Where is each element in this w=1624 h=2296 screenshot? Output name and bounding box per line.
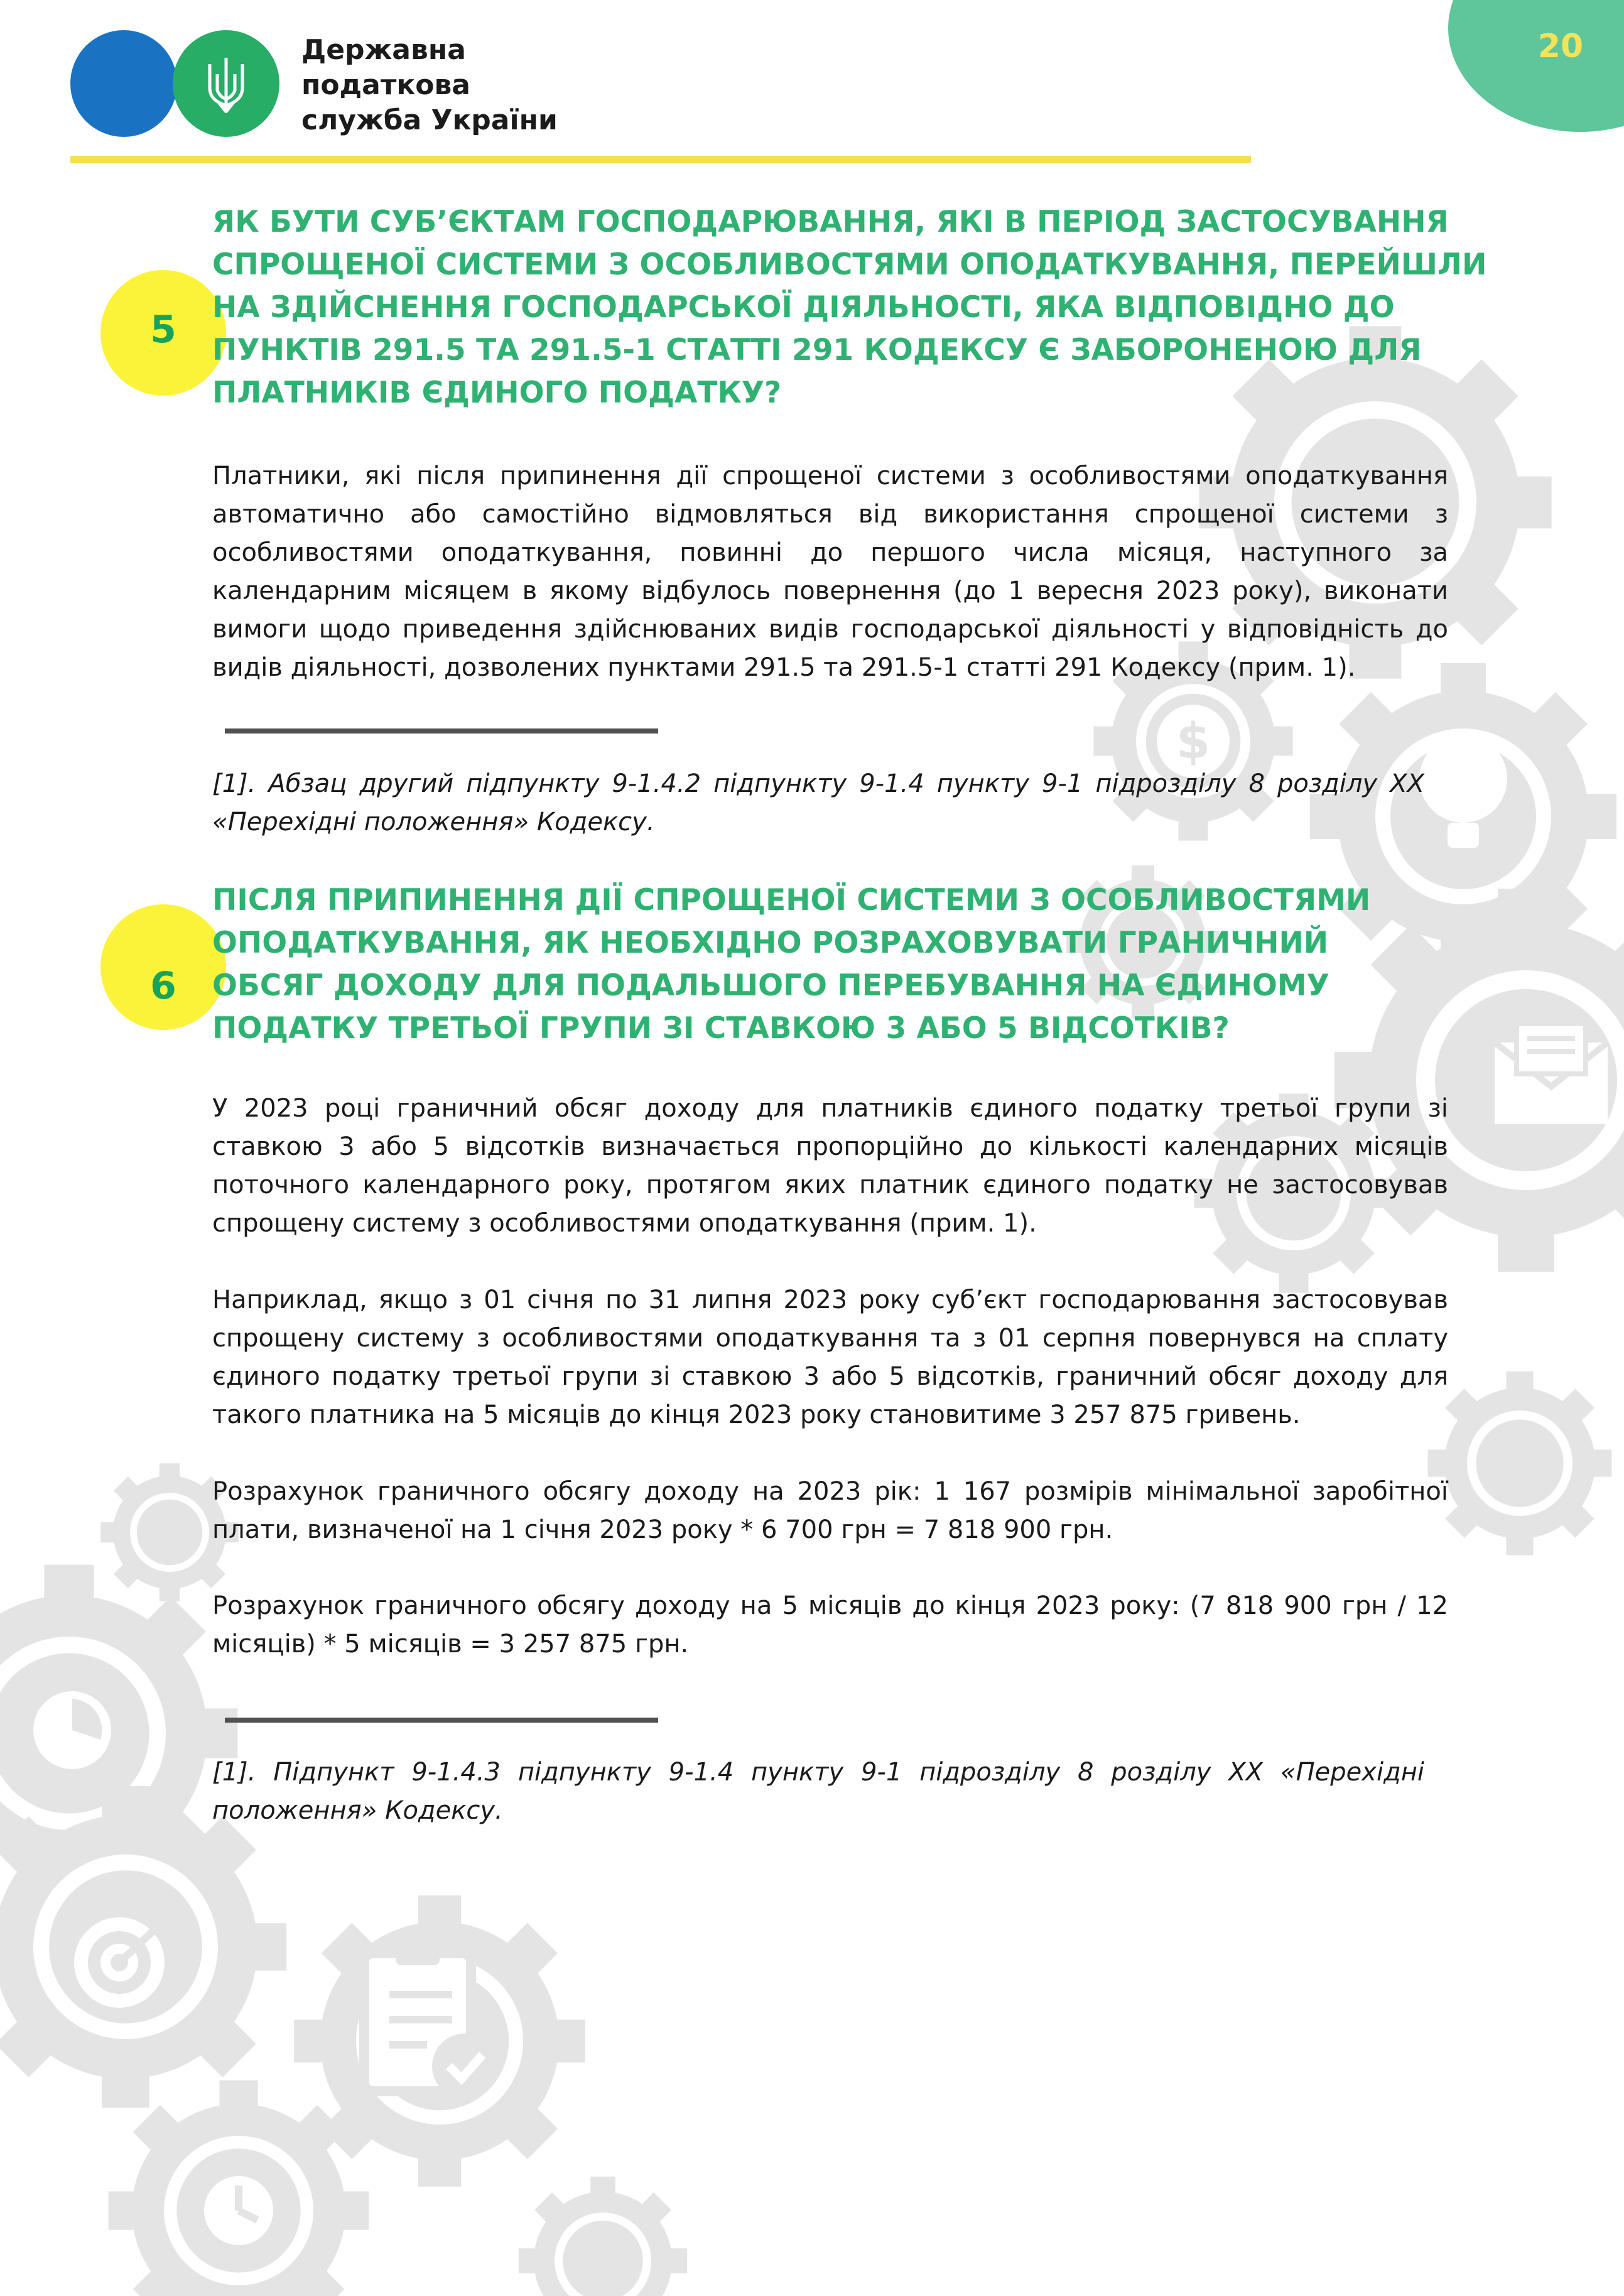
trident-icon bbox=[206, 55, 246, 113]
question-number: 6 bbox=[150, 964, 176, 1008]
logo-green-circle bbox=[173, 30, 279, 137]
answer-paragraph: Платники, які після припинення дії спрощеної системи з особливостями оподаткування автоматично або самостійно відмовляться від використання спрощеної системи з особливостями оподаткування, повинні до першого числа місяця, наступного за календарним місяцем в якому відбулось повернення (до 1 вересня 2023 року), виконати вимоги щодо приведення здійснюваних видів господарської діяльності у відповідність до видів діяльності, дозволених пунктами 291.5 та 291.5-1 статті 291 Кодексу (прим. 1). bbox=[212, 462, 1448, 682]
pie-chart-icon bbox=[28, 1683, 116, 1777]
answer-paragraph: У 2023 році граничний обсяг доходу для платників єдиного податку третьої групи зі ставкою 3 або 5 відсотків визначається пропорційно до кількості календарних місяців поточного календарного року, протягом яких платник єдиного податку не застосовував спрощену систему з особливостями оподаткування (прим. 1). bbox=[212, 1094, 1448, 1238]
page-number: 20 bbox=[1537, 28, 1584, 65]
question-title: ЯК БУТИ СУБ’ЄКТАМ ГОСПОДАРЮВАННЯ, ЯКІ В ПЕРІОД ЗАСТОСУВАННЯ СПРОЩЕНОЇ СИСТЕМИ З ОСОБЛИВОСТЯМИ ОПОДАТКУВАННЯ, ПЕРЕЙШЛИ НА ЗДІЙСНЕННЯ ГОСПОДАРСЬКОЇ ДІЯЛЬНОСТІ, ЯКА ВІДПОВІДНО ДО ПУНКТІВ 291.5 ТА 291.5-1 СТАТТІ 291 КОДЕКСУ Є ЗАБОРОНЕНОЮ ДЛЯ ПЛАТНИКІВ ЄДИНОГО ПОДАТКУ? bbox=[212, 205, 1487, 410]
footnote-divider bbox=[225, 1718, 658, 1723]
calculation-paragraph: Розрахунок граничного обсягу доходу на 5 місяців до кінця 2023 року: (7 818 900 грн / 12 місяців) * 5 місяців = 3 257 875 грн. bbox=[212, 1591, 1448, 1659]
logo-blue-circle bbox=[70, 30, 177, 137]
envelope-icon bbox=[1488, 1017, 1614, 1143]
svg-text:$: $ bbox=[1176, 713, 1211, 770]
calculation-paragraph: Розрахунок граничного обсягу доходу на 2023 рік: 1 167 розмірів мінімальної заробітної плати, визначеної на 1 січня 2023 року * 6 700 грн = 7 818 900 грн. bbox=[212, 1477, 1448, 1544]
footnote: [1]. Абзац другий підпункту 9-1.4.2 підпункту 9-1.4 пункту 9-1 підрозділу 8 розділу ХХ «Перехідні положення» Кодексу. bbox=[212, 769, 1424, 837]
organization-name: Державна податкова служба України bbox=[301, 34, 558, 136]
example-paragraph: Наприклад, якщо з 01 січня по 31 липня 2023 року суб’єкт господарювання застосовував спрощену систему з особливостями оподаткування та з 01 серпня повернувся на сплату єдиного податку третьої групи зі ставкою 3 або 5 відсотків, граничний обсяг доходу для такого платника на 5 місяців до кінця 2023 року становитиме 3 257 875 гривень. bbox=[212, 1286, 1448, 1429]
header-divider bbox=[70, 156, 1251, 163]
footnote: [1]. Підпункт 9-1.4.3 підпункту 9-1.4 пункту 9-1 підрозділу 8 розділу ХХ «Перехідні положення» Кодексу. bbox=[212, 1758, 1424, 1825]
clock-icon bbox=[188, 2160, 289, 2261]
footnote-divider bbox=[225, 728, 658, 734]
target-icon bbox=[60, 1903, 185, 2016]
question-title: ПІСЛЯ ПРИПИНЕННЯ ДІЇ СПРОЩЕНОЇ СИСТЕМИ З ОСОБЛИВОСТЯМИ ОПОДАТКУВАННЯ, ЯК НЕОБХІДНО РОЗРАХОВУВАТИ ГРАНИЧНИЙ ОБСЯГ ДОХОДУ ДЛЯ ПОДАЛЬШОГО ПЕРЕБУВАННЯ НА ЄДИНОМУ ПОДАТКУ ТРЕТЬОЇ ГРУПИ ЗІ СТАВКОЮ 3 АБО 5 ВІДСОТКІВ? bbox=[212, 883, 1371, 1046]
clipboard-check-icon bbox=[352, 1941, 502, 2104]
question-number: 5 bbox=[150, 308, 176, 352]
